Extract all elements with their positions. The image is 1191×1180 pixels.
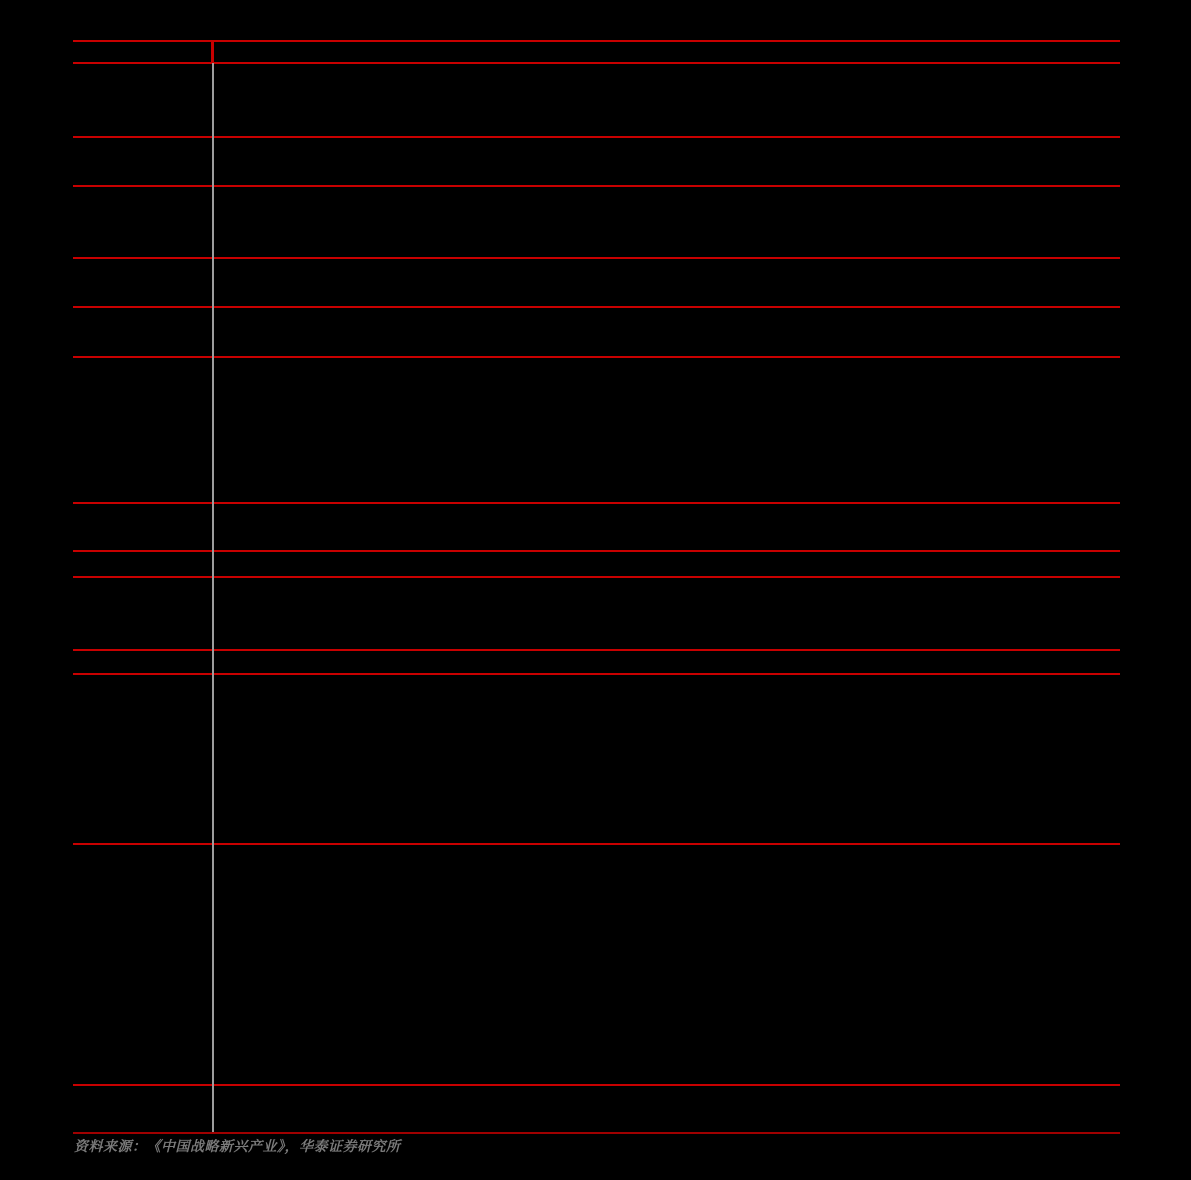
row-divider-line xyxy=(73,257,1120,259)
row-divider-line xyxy=(73,306,1120,308)
row-divider-line xyxy=(73,649,1120,651)
row-divider-line xyxy=(73,185,1120,187)
bottom-rule xyxy=(73,1132,1120,1134)
row-divider-line xyxy=(73,1084,1120,1086)
row-divider-line xyxy=(73,843,1120,845)
row-divider-line xyxy=(73,136,1120,138)
row-divider-line xyxy=(73,673,1120,675)
column-divider xyxy=(212,63,214,1132)
row-divider-line xyxy=(73,502,1120,504)
row-divider-line xyxy=(73,550,1120,552)
header-column-divider xyxy=(211,40,214,64)
row-divider-line xyxy=(73,576,1120,578)
row-divider-line xyxy=(73,356,1120,358)
row-divider-line xyxy=(73,62,1120,64)
row-divider-line xyxy=(73,40,1120,42)
source-note: 资料来源：《中国战略新兴产业》，华泰证券研究所 xyxy=(74,1140,401,1155)
